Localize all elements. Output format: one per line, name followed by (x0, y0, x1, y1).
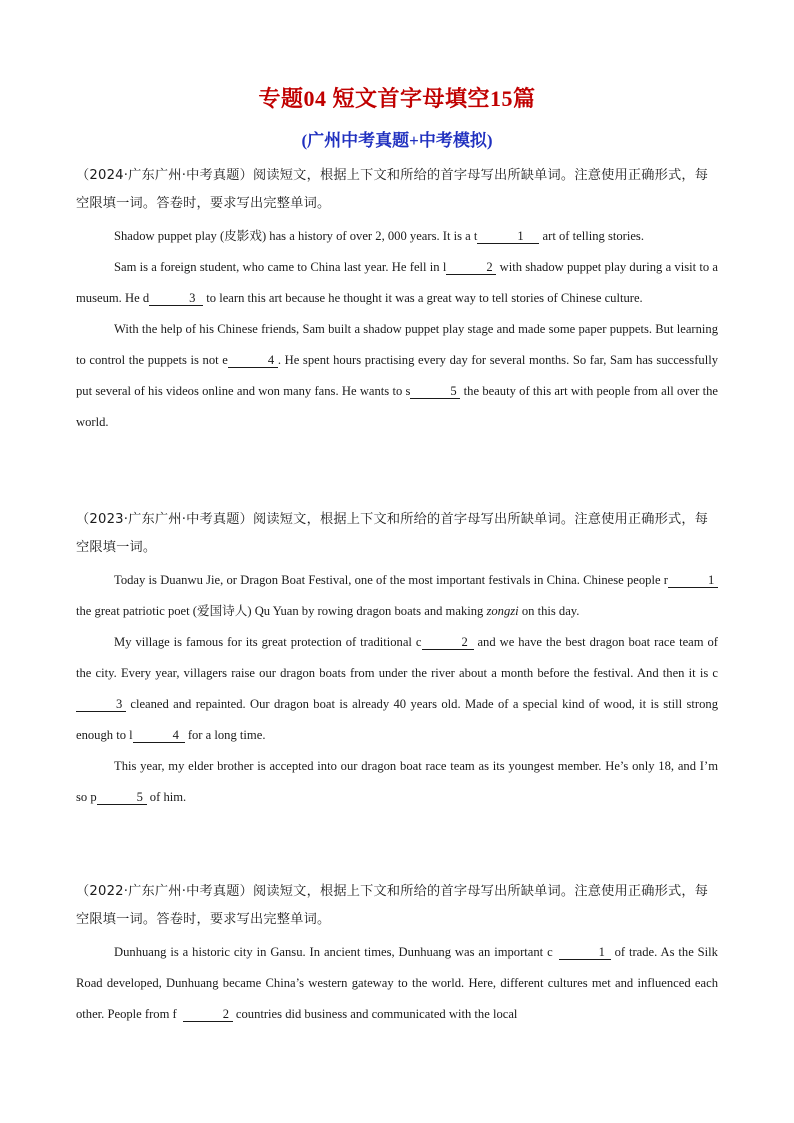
passage-text: Sam is a foreign student, who came to China last year. He fell in (114, 260, 443, 274)
passage-paragraph (76, 314, 718, 438)
passage-paragraph (76, 751, 718, 813)
passage-text: Dunhuang is a historic city in Gansu. In ancient times, Dunhuang was an important (114, 945, 548, 959)
passage-text: and we have the best dragon boat race team of the city. Every year, villagers raise our dragon boats from under the river about a month before the festival. And then it is (76, 635, 718, 680)
passage-text: the beauty of this art with people from all over the world. (76, 384, 718, 429)
passage-paragraph (76, 252, 718, 314)
blank-letter: e (222, 353, 228, 367)
passage-text: With the help of his Chinese friends, Sam built a shadow puppet play stage and made some paper puppets. But learning to control the puppets is not (76, 322, 718, 367)
passage-italic-term: zongzi (486, 604, 519, 618)
answer-blank-2[interactable]: 2 (422, 635, 474, 650)
blank-letter: p (90, 790, 97, 804)
blank-letter: c (547, 945, 553, 959)
exercise-instructions: （2024·广东广州·中考真题）阅读短文，根据上下文和所给的首字母写出所缺单词。注意使用正确形式，每空限填一词。答卷时，要求写出完整单词。 (76, 168, 709, 211)
blank-letter: r (663, 573, 668, 587)
passage-text: of him. (146, 790, 187, 804)
passage-text: art of telling stories. (539, 229, 644, 243)
answer-blank-2[interactable]: 2 (446, 260, 496, 275)
answer-blank-1[interactable]: 1 (477, 229, 539, 244)
blank-letter: c (415, 635, 422, 649)
passage-paragraph (76, 937, 718, 1030)
passage-text: Shadow puppet play (皮影戏) has a history of over 2, 000 years. It is a (114, 229, 474, 243)
exercise-section-2024 (76, 162, 718, 438)
exercise-instructions: （2023·广东广州·中考真题）阅读短文，根据上下文和所给的首字母写出所缺单词。注意使用正确形式，每空限填一词。 (76, 512, 709, 555)
answer-blank-4[interactable]: 4 (228, 353, 278, 368)
exercise-section-2022 (76, 878, 718, 1030)
passage-text: countries did business and communicated with the local (232, 1007, 518, 1021)
answer-blank-3[interactable]: 3 (76, 697, 126, 712)
passage-text: My village is famous for its great protection of traditional (114, 635, 416, 649)
answer-blank-2[interactable]: 2 (183, 1007, 233, 1022)
blank-letter: f (172, 1007, 177, 1021)
passage-paragraph (76, 221, 718, 252)
exercise-section-2023 (76, 506, 718, 813)
passage-text: on this day. (518, 604, 580, 618)
blank-letter: c (712, 666, 718, 680)
passage-text: . He spent hours practising every day for several months. So far, Sam has successfully put several of his videos online and won many fans. He wants to (76, 353, 718, 398)
blank-letter: d (142, 291, 150, 305)
document-title: 专题04 短文首字母填空15篇 (258, 86, 536, 111)
blank-letter: t (473, 229, 478, 243)
passage-text: with shadow puppet play during a visit to a museum. He (76, 260, 719, 305)
passage-text: for a long time. (184, 728, 266, 742)
passage-text: cleaned and repainted. Our dragon boat is already 40 years old. Made of a special kind of wood, it is still strong enough to (76, 697, 718, 742)
passage-paragraph (76, 627, 718, 751)
exercise-instructions: （2022·广东广州·中考真题）阅读短文，根据上下文和所给的首字母写出所缺单词。注意使用正确形式，每空限填一词。答卷时，要求写出完整单词。 (76, 884, 709, 927)
passage-text: of trade. As the Silk Road developed, Dunhuang became China’s western gateway to the world. Here, different cultures met and influenced each other. People from (76, 945, 718, 1021)
answer-blank-5[interactable]: 5 (410, 384, 460, 399)
passage-text: This year, my elder brother is accepted into our dragon boat race team as its youngest member. He’s only 18, and I’m so (76, 759, 718, 804)
answer-blank-1[interactable]: 1 (668, 573, 718, 588)
answer-blank-1[interactable]: 1 (559, 945, 611, 960)
passage-paragraph (76, 565, 718, 627)
blank-letter: s (405, 384, 411, 398)
answer-blank-5[interactable]: 5 (97, 790, 147, 805)
blank-letter: l (442, 260, 447, 274)
answer-blank-4[interactable]: 4 (133, 728, 185, 743)
document-subtitle: (广州中考真题+中考模拟) (301, 131, 493, 150)
answer-blank-3[interactable]: 3 (149, 291, 203, 306)
blank-letter: l (129, 728, 133, 742)
passage-text: the great patriotic poet (爱国诗人) Qu Yuan by rowing dragon boats and making (76, 604, 487, 618)
passage-text: Today is Duanwu Jie, or Dragon Boat Festival, one of the most important festivals in China. Chinese people (114, 573, 664, 587)
passage-text: to learn this art because he thought it was a great way to tell stories of Chinese culture. (203, 291, 643, 305)
